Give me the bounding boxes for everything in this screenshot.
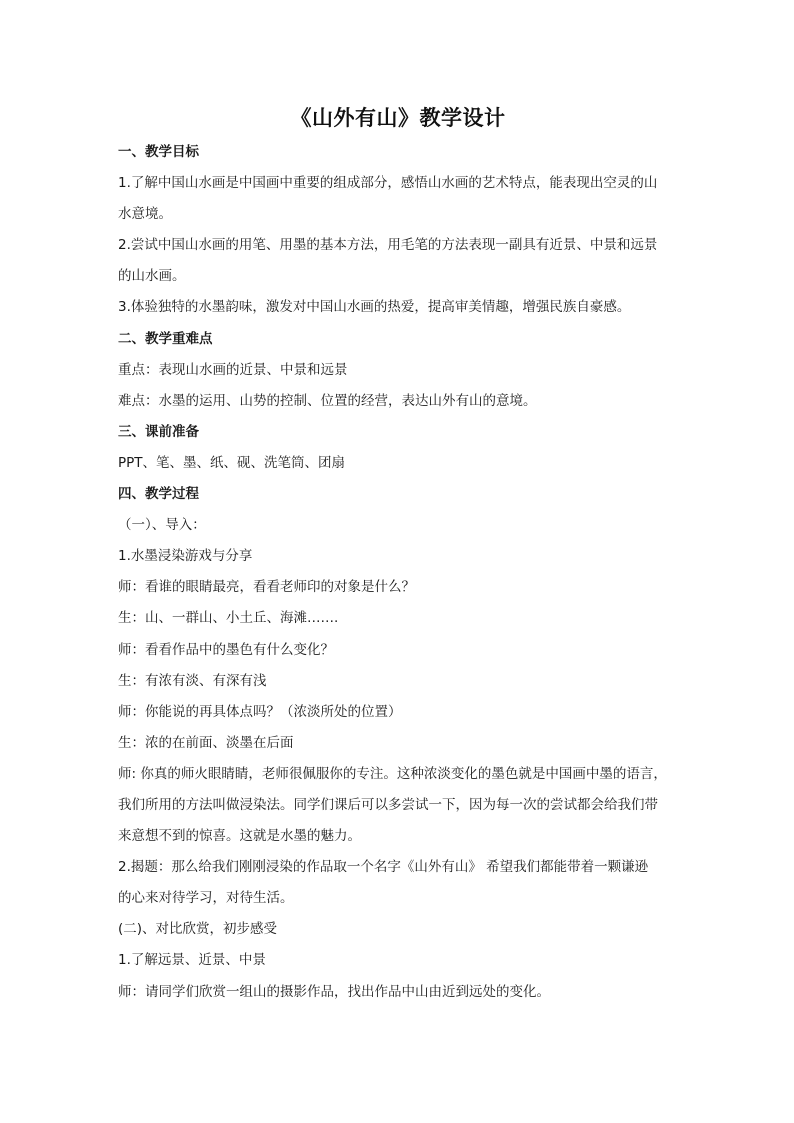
paragraph-line: 水意境。	[118, 206, 172, 223]
section-heading-key-points: 二、教学重难点	[118, 330, 213, 347]
section-heading-process: 四、教学过程	[118, 486, 199, 503]
paragraph-line: 师: 你真的师火眼睛睛，老师很佩服你的专注。这种浓淡变化的墨色就是中国画中墨的语言，	[118, 765, 667, 782]
paragraph-line: 来意想不到的惊喜。这就是水墨的魅力。	[118, 828, 361, 845]
section-heading-objectives: 一、教学目标	[118, 144, 199, 160]
paragraph-line: 师：看看作品中的墨色有什么变化？	[118, 641, 334, 658]
paragraph-line: 师：你能说的再具体点吗？（浓淡所处的位置）	[118, 703, 402, 720]
paragraph-line: 1.了解远景、近景、中景	[118, 952, 266, 969]
paragraph-line: 的山水画。	[118, 268, 186, 285]
paragraph-line: （一）、导入：	[118, 517, 206, 534]
paragraph-line: 师：看谁的眼睛最亮，看看老师印的对象是什么？	[118, 579, 415, 596]
section-heading-preparation: 三、课前准备	[118, 423, 199, 440]
paragraph-line: 的心来对待学习，对待生活。	[118, 890, 294, 907]
paragraph-line: 师：请同学们欣赏一组山的摄影作品，找出作品中山由近到远处的变化。	[118, 983, 550, 1000]
paragraph-line: 难点：水墨的运用、山势的控制、位置的经营，表达山外有山的意境。	[118, 392, 537, 409]
paragraph-line: 重点：表现山水画的近景、中景和远景	[118, 361, 348, 378]
paragraph-line: 生：浓的在前面、淡墨在后面	[118, 734, 294, 751]
paragraph-line: 1.了解中国山水画是中国画中重要的组成部分，感悟山水画的艺术特点，能表现出空灵的山	[118, 175, 658, 192]
document-title: 《山外有山》教学设计	[290, 105, 506, 130]
paragraph-line: 2.揭题：那么给我们刚刚浸染的作品取一个名字《山外有山》 希望我们都能带着一颗谦逊	[118, 859, 649, 876]
document-body	[118, 100, 678, 1008]
paragraph-line: PPT、笔、墨、纸、砚、洗笔筒、团扇	[118, 454, 346, 471]
paragraph-line: 我们所用的方法叫做浸染法。同学们课后可以多尝试一下，因为每一次的尝试都会给我们带	[118, 796, 658, 813]
paragraph-line: 生：山、一群山、小土丘、海滩…….	[118, 610, 339, 627]
paragraph-line: (二)、对比欣赏，初步感受	[118, 921, 278, 938]
paragraph-line: 1.水墨浸染游戏与分享	[118, 548, 253, 565]
paragraph-line: 3.体验独特的水墨韵味，激发对中国山水画的热爱，提高审美情趣，增强民族自豪感。	[118, 299, 631, 316]
paragraph-line: 生：有浓有淡、有深有浅	[118, 672, 267, 689]
paragraph-line: 2.尝试中国山水画的用笔、用墨的基本方法，用毛笔的方法表现一副具有近景、中景和远景	[118, 237, 658, 254]
